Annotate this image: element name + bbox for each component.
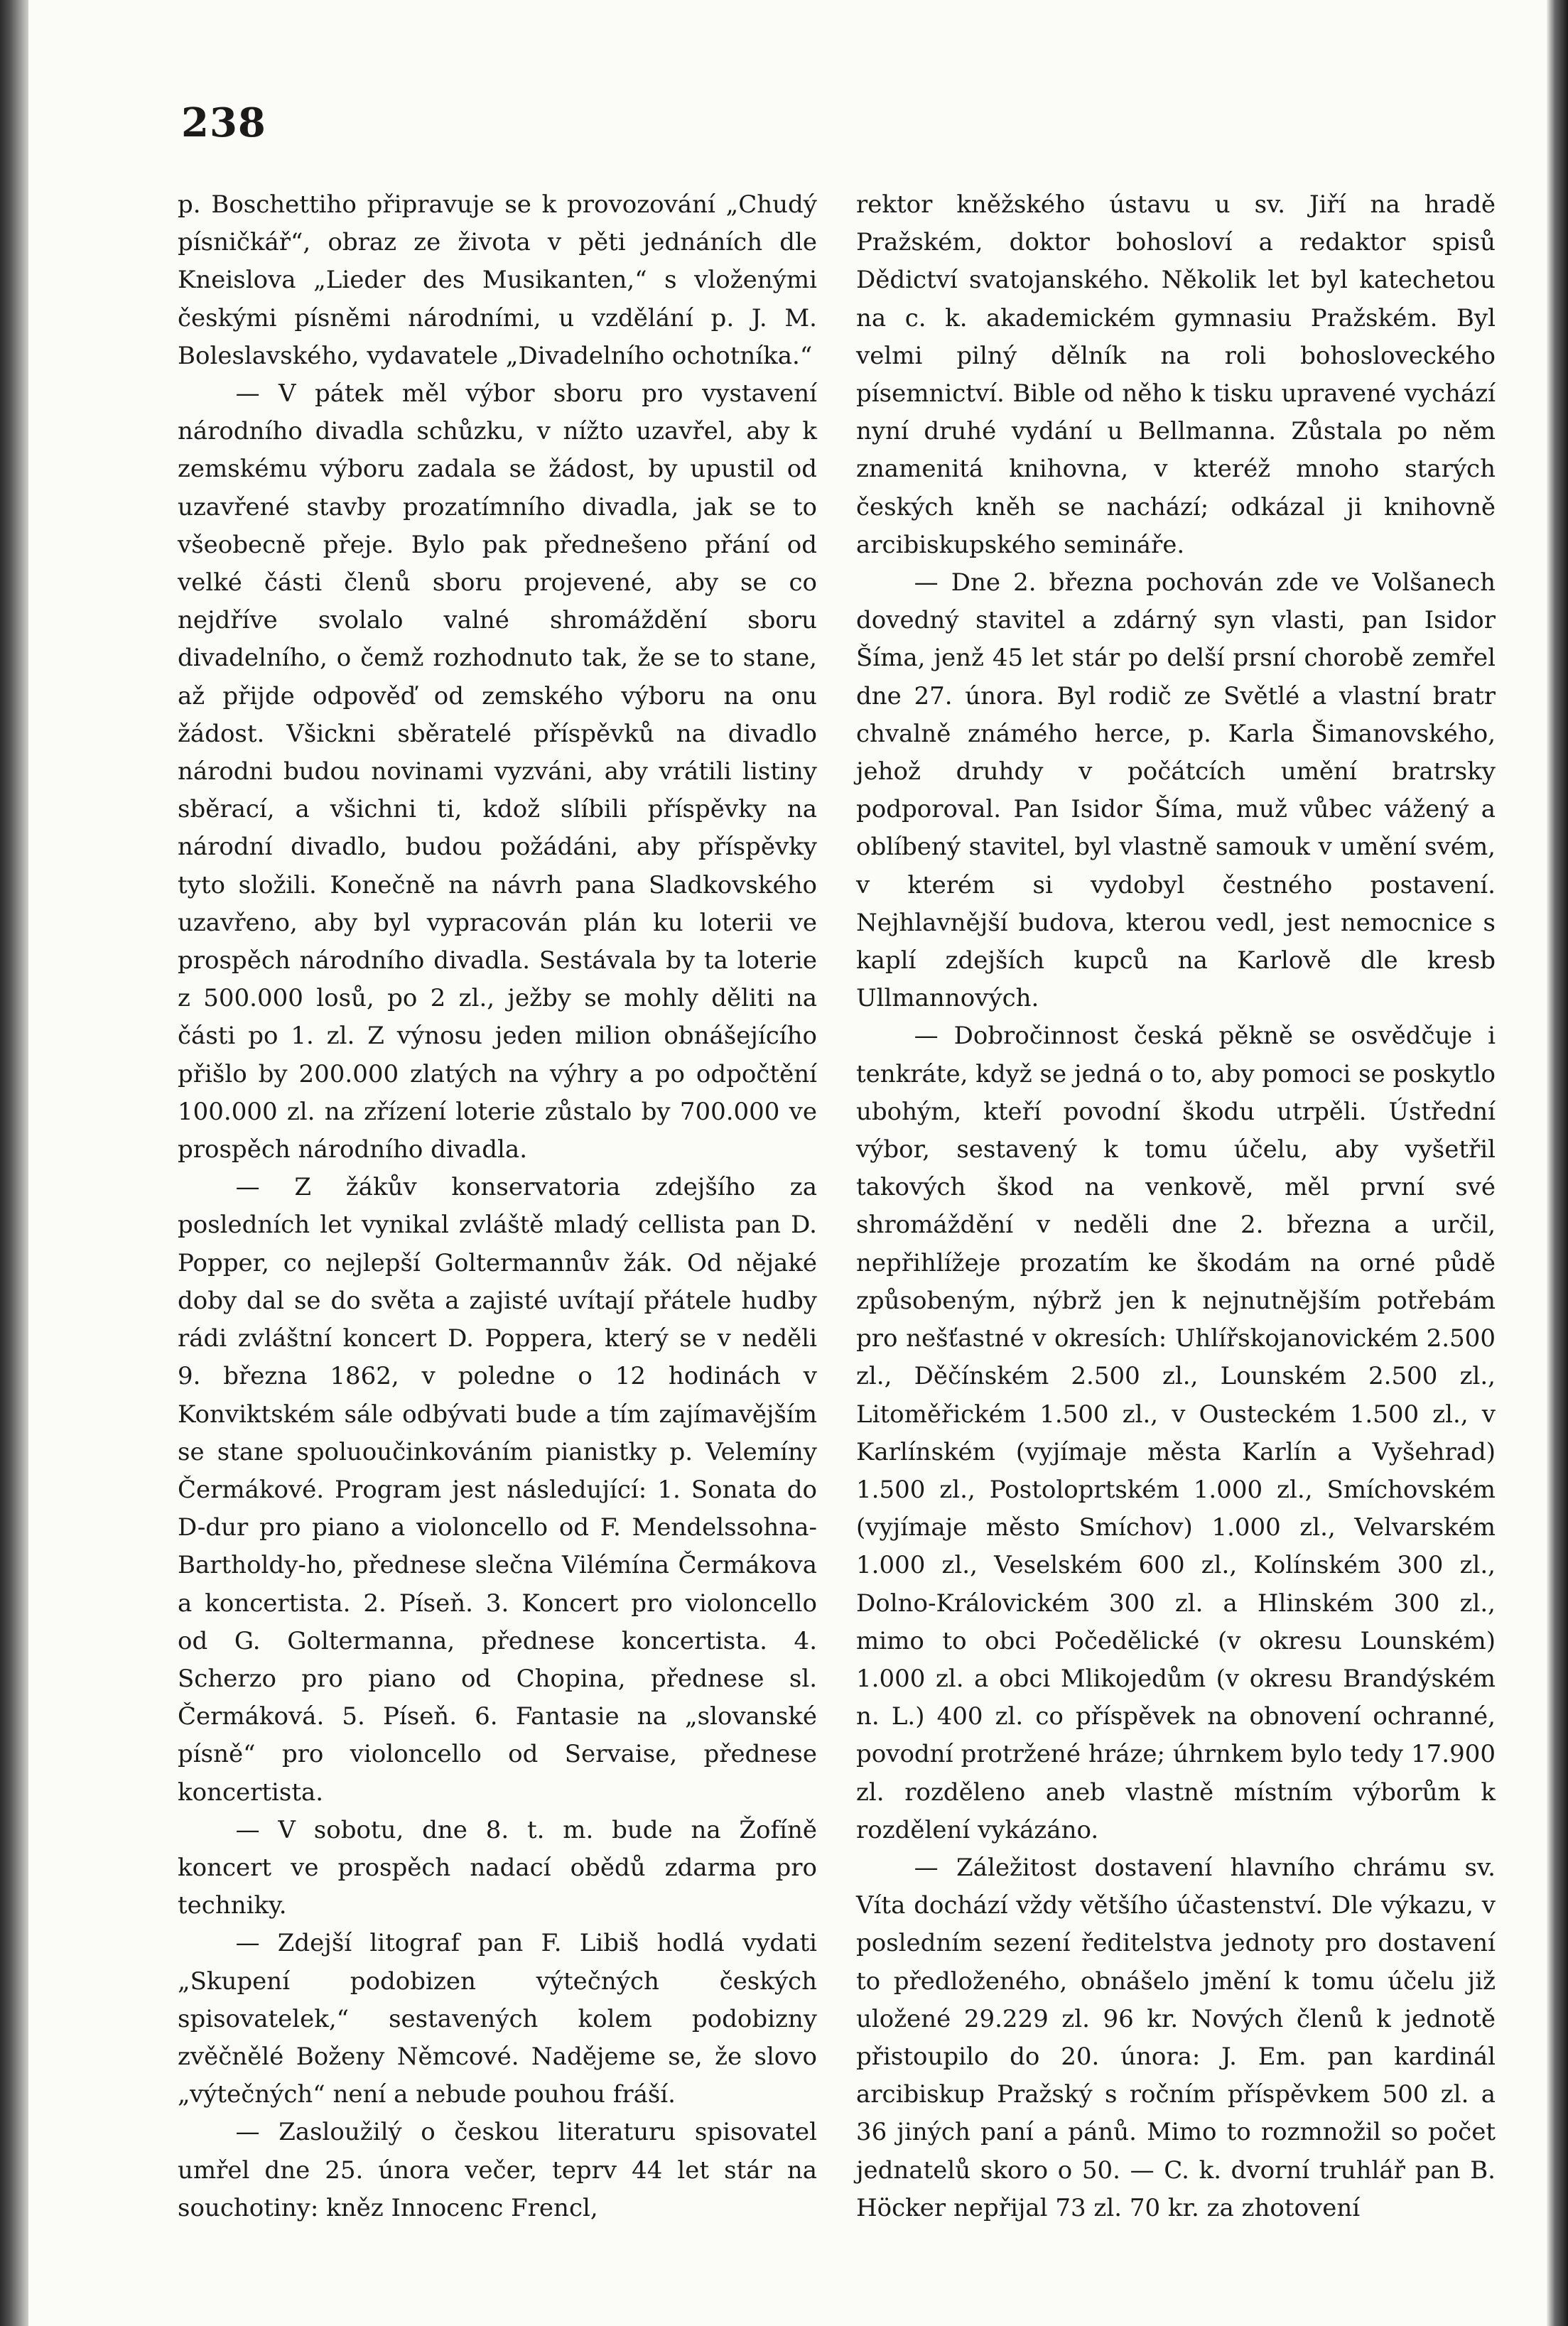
article-paragraph: — Dobročinnost česká pěkně se osvědčuje i tenkráte, když se jedná o to, aby pomoci se poskytlo ubohým, kteří povodní škodu utrpěli. Ústřední výbor, sestavený k tomu účelu, aby vyšetřil takových škod na venkově, měl první své shromáždění v neděli dne 2. března a určil, nepřihlížeje prozatím ke škodám na orné půdě způsobeným, nýbrž jen k nejnutnějším potřebám pro nešťastné v okresích: Uhlířskojanovickém 2.500 zl., Děčínském 2.500 zl., Lounském 2.500 zl., Litoměřickém 1.500 zl., v Ousteckém 1.500 zl., v Karlínském (vyjímaje města Karlín a Vyšehrad) 1.500 zl., Postoloprtském 1.000 zl., Smíchovském (vyjímaje město Smíchov) 1.000 zl., Velvarském 1.000 zl., Veselském 600 zl., Kolínském 300 zl., Dolno-Královickém 300 zl. a Hlinském 300 zl., mimo to obci Počedělické (v okresu Lounském) 1.000 zl. a obci Mlikojedům (v okresu Brandýském n. L.) 400 zl. co příspěvek na obnovení ochranné, povodní protržené hráze; úhrnkem bylo tedy 17.900 zl. rozděleno aneb vlastně místním výborům k rozdělení vykázáno. bbox=[856, 1022, 1496, 1844]
article-paragraph: — Z žákův konservatoria zdejšího za posledních let vynikal zvláště mladý cellista pan D. Popper, co nejlepší Goltermannův žák. Od nějaké doby dal se do světa a zajisté uvítají přátele hudby rádi zvláštní koncert D. Poppera, který se v neděli 9. března 1862, v poledne o 12 hodinách v Konviktském sále odbývati bude a tím zajímavějším se stane spoluoučinkováním pianistky p. Velemíny Čermákové. Program jest následující: 1. Sonata do D-dur pro piano a violoncello od F. Mendelssohna-Bartholdy-ho, přednese slečna Vilémína Čermákova a koncertista. 2. Píseň. 3. Koncert pro violoncello od G. Goltermanna, přednese koncertista. 4. Scherzo pro piano od Chopina, přednese sl. Čermáková. 5. Píseň. 6. Fantasie na „slovanské písně“ pro violoncello od Servaise, přednese koncertista. bbox=[178, 1173, 817, 1807]
article-paragraph: — Zasloužilý o českou literaturu spisovatel umřel dne 25. února večer, teprv 44 let stár na souchotiny: kněz Innocenc Frencl, bbox=[178, 2118, 817, 2222]
article-paragraph: — V pátek měl výbor sboru pro vystavení národního divadla schůzku, v nížto uzavřel, aby k zemskému výboru zadala se žádost, by upustil od uzavřené stavby prozatímního divadla, jak se to všeobecně přeje. Bylo pak přednešeno přání od velké části členů sboru projevené, aby se co nejdříve svolalo valné shromáždění sboru divadelního, o čemž rozhodnuto tak, že se to stane, až přijde odpověď od zemského výboru na onu žádost. Všickni sběratelé příspěvků na divadlo národni budou novinami vyzváni, aby vrátili listiny sběrací, a všichni ti, kdož slíbili příspěvky na národní divadlo, budou požádáni, aby příspěvky tyto složili. Konečně na návrh pana Sladkovského uzavřeno, aby byl vypracován plán ku loterii ve prospěch národního divadla. Sestávala by ta loterie z 500.000 losů, po 2 zl., ježby se mohly děliti na části po 1. zl. Z výnosu jeden milion obnášejícího přišlo by 200.000 zlatých na výhry a po odpočtění 100.000 zl. na zřízení loterie zůstalo by 700.000 ve prospěch národního divadla. bbox=[178, 379, 817, 1164]
article-paragraph: — V sobotu, dne 8. t. m. bude na Žofíně koncert ve prospěch nadací obědů zdarma pro techniky. bbox=[178, 1815, 817, 1920]
left-column bbox=[178, 186, 817, 2227]
scan-right-edge bbox=[1547, 0, 1568, 2326]
article-paragraph: — Záležitost dostavení hlavního chrámu sv. Víta dochází vždy většího účastenství. Dle výkazu, v posledním sezení ředitelstva jednoty pro dostavení to předloženého, obnášelo jmění k tomu účelu již uložené 29.229 zl. 96 kr. Nových členů k jednotě přistoupilo do 20. února: J. Em. pan kardinál arcibiskup Pražský s ročním příspěvkem 500 zl. a 36 jiných paní a pánů. Mimo to rozmnožil so počet jednatelů skoro o 50. — C. k. dvorní truhlář pan B. Höcker nepřijal 73 zl. 70 kr. za zhotovení bbox=[856, 1853, 1496, 2222]
article-paragraph: p. Boschettiho připravuje se k provozování „Chudý písničkář“, obraz ze života v pěti jednáních dle Kneislova „Lieder des Musikanten,“ s vloženými českými písněmi národními, u vzdělání p. J. M. Boleslavského, vydavatele „Divadelního ochotníka.“ bbox=[178, 190, 817, 370]
article-paragraph: rektor kněžského ústavu u sv. Jiří na hradě Pražském, doktor bohosloví a redaktor spisů Dědictví svatojanského. Několik let byl katechetou na c. k. akademickém gymnasiu Pražském. Byl velmi pilný dělník na roli bohosloveckého písemnictví. Bible od něho k tisku upravené vychází nyní druhé vydání u Bellmanna. Zůstala po něm znamenitá knihovna, v kteréž mnoho starých českých kněh se nachází; odkázal ji knihovně arcibiskupského semináře. bbox=[856, 190, 1496, 559]
scan-left-edge bbox=[0, 0, 28, 2326]
article-paragraph: — Zdejší litograf pan F. Libiš hodlá vydati „Skupení podobizen výtečných českých spisovatelek,“ sestavených kolem podobizny zvěčnělé Boženy Němcové. Nadějeme se, že slovo „výtečných“ není a nebude pouhou fráší. bbox=[178, 1929, 817, 2109]
right-column bbox=[856, 186, 1496, 2227]
page-number: 238 bbox=[181, 99, 266, 146]
article-paragraph: — Dne 2. března pochován zde ve Volšanech dovedný stavitel a zdárný syn vlasti, pan Isidor Šíma, jenž 45 let stár po delší prsní chorobě zemřel dne 27. února. Byl rodič ze Světlé a vlastní bratr chvalně známého herce, p. Karla Šimanovského, jehož druhdy v počátcích umění bratrsky podporoval. Pan Isidor Šíma, muž vůbec vážený a oblíbený stavitel, byl vlastně samouk v umění svém, v kterém si vydobyl čestného postavení. Nejhlavnější budova, kterou vedl, jest nemocnice s kaplí zdejších kupců na Karlově dle kresb Ullmannových. bbox=[856, 568, 1496, 1013]
